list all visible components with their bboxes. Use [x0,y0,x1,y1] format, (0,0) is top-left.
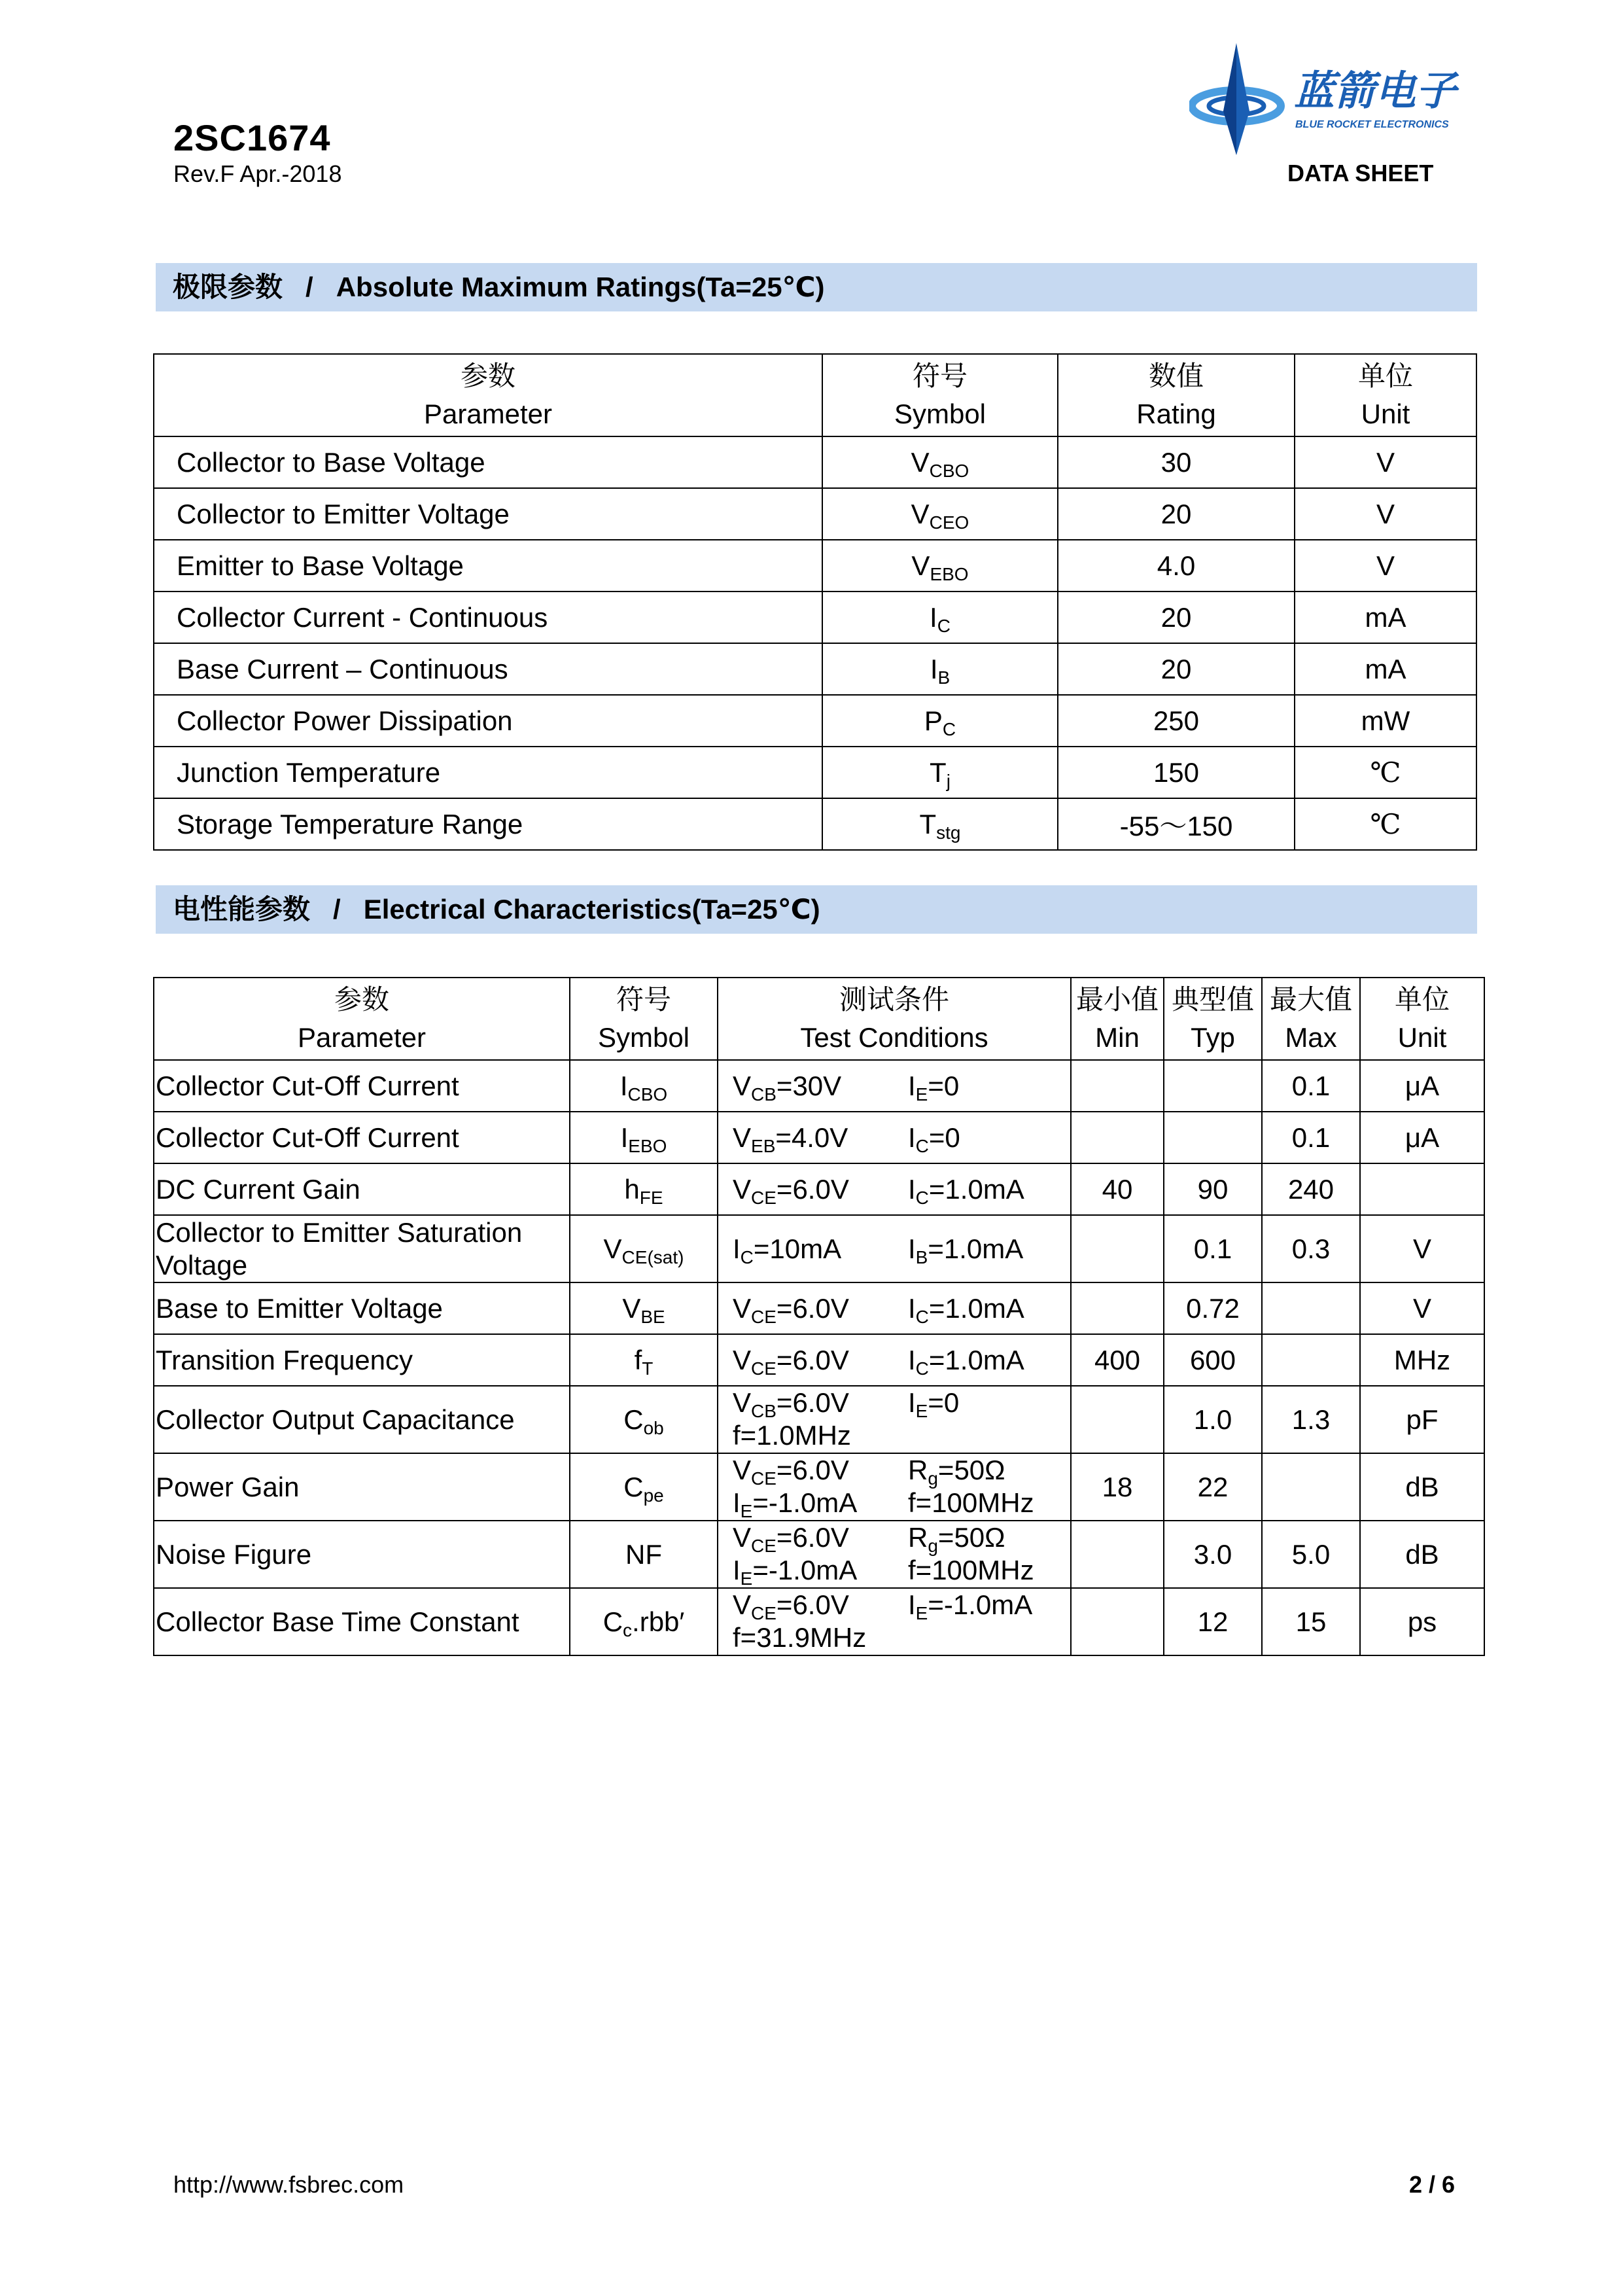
symbol-subscript: T [642,1358,654,1379]
row-unit: mA [1295,592,1476,643]
condition-line [733,1454,1070,1487]
row-symbol [822,643,1058,695]
document-type: DATA SHEET [1287,160,1434,186]
page-number: 2 / 6 [1409,2171,1456,2198]
elec-title-cn: 电性能参数 [173,894,311,925]
condition-letter: V [733,1122,752,1153]
row-min [1071,1215,1164,1282]
condition-term [733,1173,849,1206]
condition-value: =6.0V [776,1292,849,1324]
condition-subscript: E [915,1603,928,1623]
condition-term [733,1622,866,1653]
row-max: 1.3 [1262,1386,1360,1453]
symbol-tail: .rbb′ [632,1606,685,1637]
symbol-subscript: j [946,770,951,791]
condition-value: =0 [928,1122,960,1153]
condition-value: =1.0mA [928,1233,1024,1264]
condition-subscript: E [915,1084,928,1104]
condition-subscript: CB [751,1084,777,1104]
row-rating: 250 [1058,695,1295,747]
row-typ: 600 [1164,1334,1262,1386]
row-max [1262,1334,1360,1386]
table-row [154,1386,1484,1453]
condition-letter: I [908,1122,916,1153]
row-typ: 12 [1164,1588,1262,1655]
condition-term [908,1487,1034,1519]
row-unit: dB [1360,1453,1484,1521]
row-min [1071,1112,1164,1163]
row-unit: MHz [1360,1334,1484,1386]
row-parameter: Collector Base Time Constant [154,1588,570,1655]
row-parameter: Base Current – Continuous [154,643,822,695]
condition-term [733,1589,849,1623]
condition-term [733,1233,841,1265]
condition-letter: I [908,1387,916,1418]
row-parameter: Base to Emitter Voltage [154,1282,570,1334]
row-unit: V [1360,1282,1484,1334]
row-parameter: Collector Power Dissipation [154,695,822,747]
symbol-subscript: CEO [929,512,969,533]
condition-subscript: E [740,1568,753,1589]
condition-value: =6.0V [776,1387,849,1418]
condition-term [908,1292,1024,1325]
header-parameter: 参数 Parameter [154,978,570,1060]
row-parameter: Collector Cut-Off Current [154,1060,570,1112]
table-row [154,695,1476,747]
abs-max-ratings-table [153,353,1477,851]
row-unit: V [1295,540,1476,592]
condition-term [908,1122,960,1154]
row-rating: 20 [1058,488,1295,540]
row-test-conditions [718,1215,1071,1282]
row-unit: V [1360,1215,1484,1282]
row-parameter: Collector to Emitter Voltage [154,488,822,540]
row-rating: 30 [1058,436,1295,488]
row-typ: 1.0 [1164,1386,1262,1453]
row-unit: ℃ [1295,747,1476,798]
condition-value: =1.0mA [928,1344,1024,1375]
row-unit: ps [1360,1588,1484,1655]
condition-letter: I [733,1233,741,1264]
symbol-subscript: c [623,1619,633,1640]
row-test-conditions [718,1334,1071,1386]
row-min: 40 [1071,1163,1164,1215]
table-row [154,643,1476,695]
row-symbol [822,488,1058,540]
condition-value: =6.0V [776,1589,849,1620]
row-min [1071,1588,1164,1655]
condition-subscript: C [915,1187,929,1208]
condition-letter: V [733,1292,752,1324]
symbol-subscript: ob [643,1417,664,1438]
symbol-subscript: pe [643,1485,664,1506]
row-parameter: Collector Current - Continuous [154,592,822,643]
row-test-conditions [718,1386,1071,1453]
row-symbol [570,1112,718,1163]
header-unit: 单位 Unit [1295,354,1476,436]
condition-line [733,1487,1070,1519]
row-unit: V [1295,436,1476,488]
row-rating: -55～150 [1058,798,1295,850]
condition-letter: V [733,1522,752,1553]
condition-subscript: C [915,1135,929,1156]
condition-subscript: g [928,1468,938,1489]
condition-value: =6.0V [776,1522,849,1553]
condition-value: =10mA [753,1233,842,1264]
header-parameter: 参数 Parameter [154,354,822,436]
condition-term [733,1344,849,1377]
symbol-main: I [620,1122,629,1153]
condition-value: =50Ω [937,1522,1005,1553]
symbol-main: I [930,653,938,684]
row-max: 5.0 [1262,1521,1360,1588]
header-rating: 数值 Rating [1058,354,1295,436]
header-max: 最大值 Max [1262,978,1360,1060]
symbol-main: NF [625,1538,662,1570]
symbol-main: T [919,808,937,839]
table-row [154,798,1476,850]
row-unit: μA [1360,1112,1484,1163]
condition-letter: V [733,1173,752,1205]
row-symbol [570,1215,718,1282]
symbol-main: C [623,1471,644,1502]
condition-term [908,1554,1034,1587]
abs-title-cn: 极限参数 [173,272,283,302]
condition-letter: I [733,1487,741,1518]
row-rating: 20 [1058,592,1295,643]
revision-date: Rev.F Apr.-2018 [173,160,342,187]
row-max: 15 [1262,1588,1360,1655]
table-row [154,540,1476,592]
table-row [154,1060,1484,1112]
condition-subscript: C [915,1306,929,1327]
symbol-subscript: B [937,667,951,688]
condition-value: =-1.0mA [752,1555,858,1585]
row-max: 0.1 [1262,1060,1360,1112]
row-symbol [570,1521,718,1588]
condition-subscript: B [915,1246,928,1267]
row-min [1071,1386,1164,1453]
condition-value: =4.0V [775,1122,848,1153]
symbol-main: f [634,1344,642,1375]
row-parameter: Transition Frequency [154,1334,570,1386]
row-max [1262,1282,1360,1334]
condition-term [908,1521,1005,1554]
condition-subscript: EB [751,1135,776,1156]
symbol-subscript: CE(sat) [621,1246,684,1267]
row-symbol [822,798,1058,850]
condition-term [733,1387,849,1421]
row-symbol [822,695,1058,747]
row-test-conditions [718,1060,1071,1112]
condition-letter: I [908,1589,916,1620]
condition-subscript: CB [751,1401,777,1421]
condition-term [733,1555,858,1589]
symbol-subscript: stg [936,822,961,843]
elec-title-separator: / [333,894,341,925]
condition-subscript: C [915,1358,929,1379]
condition-letter: f=31.9MHz [733,1622,867,1653]
row-typ: 22 [1164,1453,1262,1521]
symbol-main: I [930,601,937,633]
condition-letter: I [908,1070,916,1101]
row-test-conditions [718,1588,1071,1655]
row-min: 18 [1071,1453,1164,1521]
symbol-main: V [603,1233,622,1264]
condition-line [733,1386,1070,1419]
symbol-main: h [624,1173,640,1205]
row-unit: μA [1360,1060,1484,1112]
condition-value: =6.0V [776,1173,849,1205]
condition-term [733,1122,848,1154]
condition-letter: I [908,1344,916,1375]
row-symbol [570,1282,718,1334]
table-row [154,1282,1484,1334]
condition-value: =6.0V [776,1344,849,1375]
electrical-characteristics-banner [156,885,1477,934]
row-unit: dB [1360,1521,1484,1588]
condition-subscript: CE [751,1306,777,1327]
condition-value: =6.0V [776,1455,849,1485]
symbol-main: C [602,1606,623,1637]
row-typ: 3.0 [1164,1521,1262,1588]
symbol-subscript: C [937,615,951,636]
condition-letter: R [908,1455,928,1485]
elec-title-en: Electrical Characteristics(Ta=25℃) [363,894,820,925]
row-symbol [822,747,1058,798]
condition-line [733,1589,1070,1621]
table-row [154,747,1476,798]
table-header-row [154,978,1484,1060]
condition-term [733,1522,849,1556]
symbol-subscript: C [942,718,956,739]
row-unit [1360,1163,1484,1215]
condition-subscript: CE [751,1468,777,1489]
condition-term [733,1455,849,1489]
symbol-subscript: BE [640,1306,665,1327]
row-test-conditions [718,1163,1071,1215]
symbol-main: V [622,1292,641,1324]
header-symbol: 符号 Symbol [822,354,1058,436]
row-test-conditions [718,1112,1071,1163]
symbol-main: I [620,1070,628,1101]
table-row [154,1112,1484,1163]
condition-value: =0 [928,1387,960,1418]
row-typ: 0.72 [1164,1282,1262,1334]
row-symbol [570,1386,718,1453]
header-test-conditions: 测试条件 Test Conditions [718,978,1071,1060]
row-min: 400 [1071,1334,1164,1386]
condition-subscript: CE [751,1536,777,1556]
logo-chinese-name: 蓝箭电子 [1294,67,1457,115]
row-parameter: Junction Temperature [154,747,822,798]
symbol-subscript: CBO [627,1084,668,1104]
condition-letter: I [733,1555,741,1585]
symbol-main: V [911,446,930,478]
condition-subscript: C [740,1246,754,1267]
row-parameter: DC Current Gain [154,1163,570,1215]
symbol-subscript: CBO [929,460,969,481]
table-row [154,1163,1484,1215]
condition-value: =-1.0mA [752,1487,858,1518]
row-parameter: Collector to Base Voltage [154,436,822,488]
row-test-conditions [718,1453,1071,1521]
abs-title-separator: / [305,272,313,302]
condition-line [733,1419,1070,1452]
row-parameter: Collector Cut-Off Current [154,1112,570,1163]
blue-rocket-logo [1189,41,1477,162]
condition-letter: I [908,1292,916,1324]
condition-value: =50Ω [937,1455,1005,1485]
row-parameter: Collector Output Capacitance [154,1386,570,1453]
condition-letter: I [908,1173,916,1205]
row-typ: 0.1 [1164,1215,1262,1282]
condition-letter: R [908,1522,928,1553]
row-unit: mW [1295,695,1476,747]
table-row [154,1453,1484,1521]
row-parameter: Collector to Emitter Saturation Voltage [154,1215,570,1282]
header-min: 最小值 Min [1071,978,1164,1060]
symbol-subscript: EBO [930,563,969,584]
symbol-main: V [911,550,930,581]
row-min [1071,1282,1164,1334]
condition-subscript: CE [751,1187,777,1208]
table-row [154,488,1476,540]
row-unit: V [1295,488,1476,540]
condition-value: =0 [928,1070,960,1101]
condition-letter: V [733,1344,752,1375]
row-parameter: Emitter to Base Voltage [154,540,822,592]
condition-letter: f=1.0MHz [733,1420,851,1451]
condition-term [908,1233,1023,1265]
abs-title-en: Absolute Maximum Ratings(Ta=25℃) [336,272,825,302]
table-header-row [154,354,1476,436]
abs-max-ratings-banner [156,263,1477,311]
condition-subscript: E [915,1401,928,1421]
row-typ: 90 [1164,1163,1262,1215]
condition-term [908,1173,1024,1206]
condition-value: =1.0mA [928,1292,1024,1324]
symbol-main: C [623,1404,644,1435]
logo-english-name: BLUE ROCKET ELECTRONICS [1295,119,1449,130]
condition-value: =1.0mA [928,1173,1024,1205]
condition-letter: V [733,1070,752,1101]
condition-subscript: g [928,1536,938,1556]
row-min [1071,1060,1164,1112]
condition-line [733,1521,1070,1554]
symbol-subscript: FE [639,1187,663,1208]
row-typ [1164,1060,1262,1112]
condition-letter: f=100MHz [908,1555,1034,1585]
row-max: 0.3 [1262,1215,1360,1282]
header-unit: 单位 Unit [1360,978,1484,1060]
symbol-main: T [930,756,947,788]
row-symbol [570,1453,718,1521]
condition-value: =-1.0mA [928,1589,1033,1620]
condition-term [733,1420,851,1451]
electrical-characteristics-table [153,977,1485,1656]
symbol-main: P [924,705,943,736]
condition-term [908,1344,1024,1377]
row-rating: 4.0 [1058,540,1295,592]
part-number: 2SC1674 [173,117,331,158]
row-rating: 150 [1058,747,1295,798]
header-symbol: 符号 Symbol [570,978,718,1060]
row-unit: mA [1295,643,1476,695]
row-symbol [570,1588,718,1655]
condition-line [733,1621,1070,1654]
condition-letter: V [733,1589,752,1620]
condition-subscript: CE [751,1358,777,1379]
condition-term [908,1454,1005,1487]
row-symbol [822,540,1058,592]
row-max: 240 [1262,1163,1360,1215]
table-row [154,1215,1484,1282]
row-symbol [570,1060,718,1112]
row-max [1262,1453,1360,1521]
condition-term [733,1292,849,1325]
row-min [1071,1521,1164,1588]
footer-url-link[interactable]: http://www.fsbrec.com [173,2171,404,2198]
row-unit: pF [1360,1386,1484,1453]
condition-term [908,1386,959,1419]
row-symbol [570,1334,718,1386]
condition-letter: f=100MHz [908,1487,1034,1518]
condition-term [908,1589,1032,1621]
table-row [154,1334,1484,1386]
condition-term [908,1070,959,1103]
condition-letter: V [733,1455,752,1485]
row-parameter: Power Gain [154,1453,570,1521]
condition-line [733,1554,1070,1587]
condition-term [733,1487,858,1521]
table-row [154,1521,1484,1588]
symbol-subscript: EBO [628,1135,667,1156]
condition-subscript: E [740,1501,753,1521]
row-test-conditions [718,1282,1071,1334]
row-typ [1164,1112,1262,1163]
row-rating: 20 [1058,643,1295,695]
row-parameter: Storage Temperature Range [154,798,822,850]
row-symbol [822,592,1058,643]
table-row [154,592,1476,643]
row-test-conditions [718,1521,1071,1588]
row-max: 0.1 [1262,1112,1360,1163]
table-row [154,1588,1484,1655]
row-symbol [822,436,1058,488]
condition-subscript: CE [751,1603,777,1623]
condition-letter: I [908,1233,916,1264]
row-parameter: Noise Figure [154,1521,570,1588]
condition-letter: V [733,1387,752,1418]
table-row [154,436,1476,488]
condition-value: =30V [776,1070,842,1101]
condition-term [733,1070,841,1103]
row-symbol [570,1163,718,1215]
row-unit: ℃ [1295,798,1476,850]
header-typ: 典型值 Typ [1164,978,1262,1060]
symbol-main: V [911,498,930,529]
